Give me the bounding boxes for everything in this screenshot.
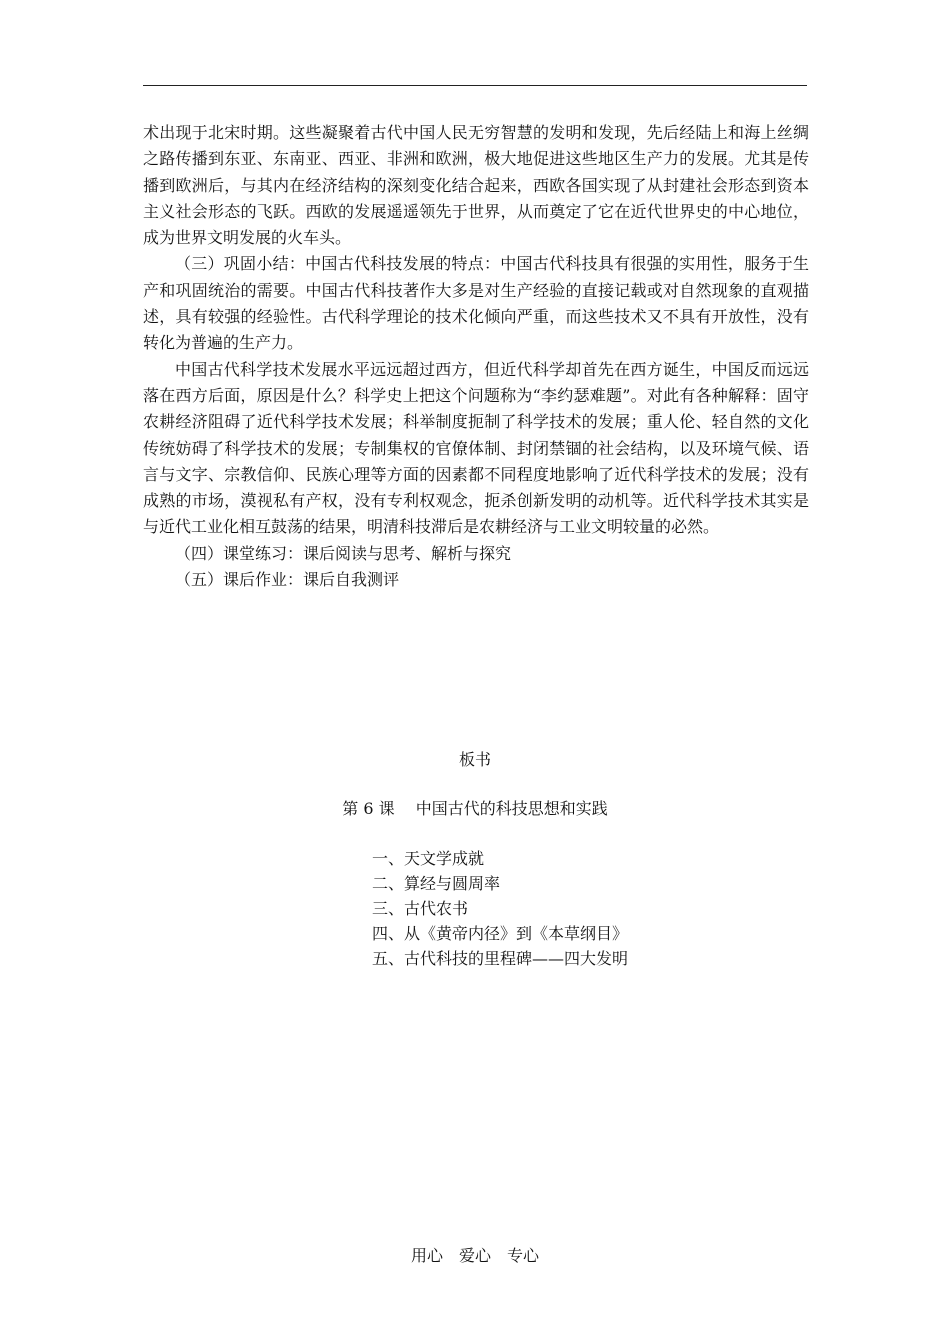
paragraph-classroom-exercise: （四）课堂练习：课后阅读与思考、解析与探究 — [175, 543, 512, 563]
page-footer: 用心 爱心 专心 — [410, 1246, 539, 1265]
outline-item: 一、天文学成就 — [372, 849, 485, 868]
outline-item: 五、古代科技的里程碑——四大发明 — [372, 949, 629, 968]
board-title: 板书 — [458, 750, 491, 769]
outline-item: 四、从《黄帝内径》到《本草纲目》 — [372, 924, 629, 943]
header-rule — [143, 85, 807, 86]
outline-item: 三、古代农书 — [372, 899, 469, 918]
board-outline — [372, 846, 628, 971]
outline-item: 二、算经与圆周率 — [372, 874, 501, 893]
paragraph-summary: （三）巩固小结：中国古代科技发展的特点：中国古代科技具有很强的实用性，服务于生产和巩固统治的需要。中国古代科技著作大多是对生产经验的直接记载或对自然现象的直观描述，具有较强的经验性。古代科学理论的技术化倾向严重，而这些技术又不具有开放性，没有转化为普遍的生产力。 — [143, 254, 809, 353]
paragraph-needham-question: 中国古代科学技术发展水平远远超过西方，但近代科学却首先在西方诞生，中国反而远远落在西方后面，原因是什么？科学史上把这个问题称为“李约瑟难题”。对此有各种解释：固守农耕经济阻碍了近代科学技术发展；科举制度扼制了科学技术的发展；重人伦、轻自然的文化传统妨碍了科学技术的发展；专制集权的官僚体制、封闭禁锢的社会结构，以及环境气候、语言与文字、宗教信仰、民族心理等方面的因素都不同程度地影响了近代科学技术的发展；没有成熟的市场，漠视私有产权，没有专利权观念，扼杀创新发明的动机等。近代科学技术其实是与近代工业化相互鼓荡的结果，明清科技滞后是农耕经济与工业文明较量的必然。 — [143, 359, 809, 537]
body-text — [143, 120, 809, 593]
paragraph-inventions-spread: 术出现于北宋时期。这些凝聚着古代中国人民无穷智慧的发明和发现，先后经陆上和海上丝绸之路传播到东亚、东南亚、西亚、非洲和欧洲，极大地促进这些地区生产力的发展。尤其是传播到欧洲后，与其内在经济结构的深刻变化结合起来，西欧各国实现了从封建社会形态到资本主义社会形态的飞跃。西欧的发展遥遥领先于世界，从而奠定了它在近代世界史的中心地位，成为世界文明发展的火车头。 — [143, 123, 809, 248]
paragraph-homework: （五）课后作业：课后自我测评 — [175, 570, 400, 590]
lesson-title: 第 6 课 中国古代的科技思想和实践 — [342, 799, 608, 818]
